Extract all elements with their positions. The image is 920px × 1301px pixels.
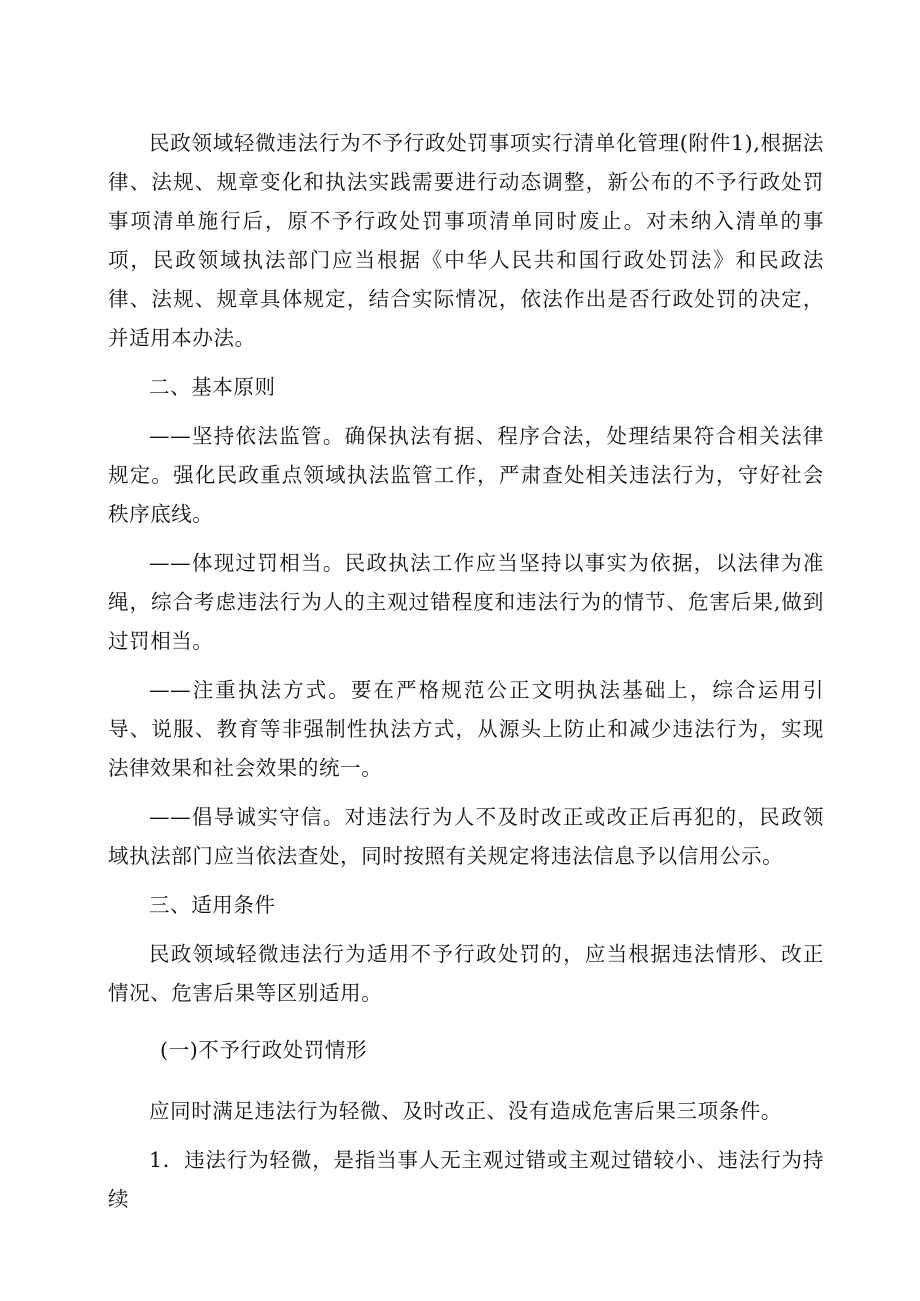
paragraph-principle-proportionality: ——体现过罚相当。民政执法工作应当坚持以事实为依据，以法律为准绳，综合考虑违法行为人的主观过错程度和违法行为的情节、危害后果,做到过罚相当。 (108, 551, 824, 653)
paragraph-clearance-management: 民政领域轻微违法行为不予行政处罚事项实行清单化管理(附件1),根据法律、法规、规章变化和执法实践需要进行动态调整，新公布的不予行政处罚事项清单施行后，原不予行政处罚事项清单同时废止。对未纳入清单的事项，民政领域执法部门应当根据《中华人民共和国行政处罚法》和民政法律、法规、规章具体规定，结合实际情况，依法作出是否行政处罚的决定，并适用本办法。 (108, 131, 824, 350)
paragraph-principle-legal-supervision: ——坚持依法监管。确保执法有据、程序合法，处理结果符合相关法律规定。强化民政重点领域执法监管工作，严肃查处相关违法行为，守好社会秩序底线。 (108, 424, 824, 526)
paragraph-minor-violation-definition: 1．违法行为轻微，是指当事人无主观过错或主观过错较小、违法行为持续 (108, 1148, 824, 1211)
heading-applicable-conditions: 三、适用条件 (149, 893, 276, 917)
paragraph-principle-enforcement-method: ——注重执法方式。要在严格规范公正文明执法基础上，综合运用引导、说服、教育等非强制性执法方式，从源头上防止和减少违法行为，实现法律效果和社会效果的统一。 (108, 678, 824, 780)
paragraph-principle-integrity: ——倡导诚实守信。对违法行为人不及时改正或改正后再犯的，民政领域执法部门应当依法查处，同时按照有关规定将违法信息予以信用公示。 (108, 805, 824, 868)
paragraph-applicable-conditions: 民政领域轻微违法行为适用不予行政处罚的，应当根据违法情形、改正情况、危害后果等区别适用。 (108, 942, 824, 1005)
subheading-no-penalty-circumstances: (一)不予行政处罚情形 (160, 1038, 368, 1062)
paragraph-three-conditions: 应同时满足违法行为轻微、及时改正、没有造成危害后果三项条件。 (149, 1099, 782, 1123)
heading-basic-principles: 二、基本原则 (149, 375, 276, 399)
